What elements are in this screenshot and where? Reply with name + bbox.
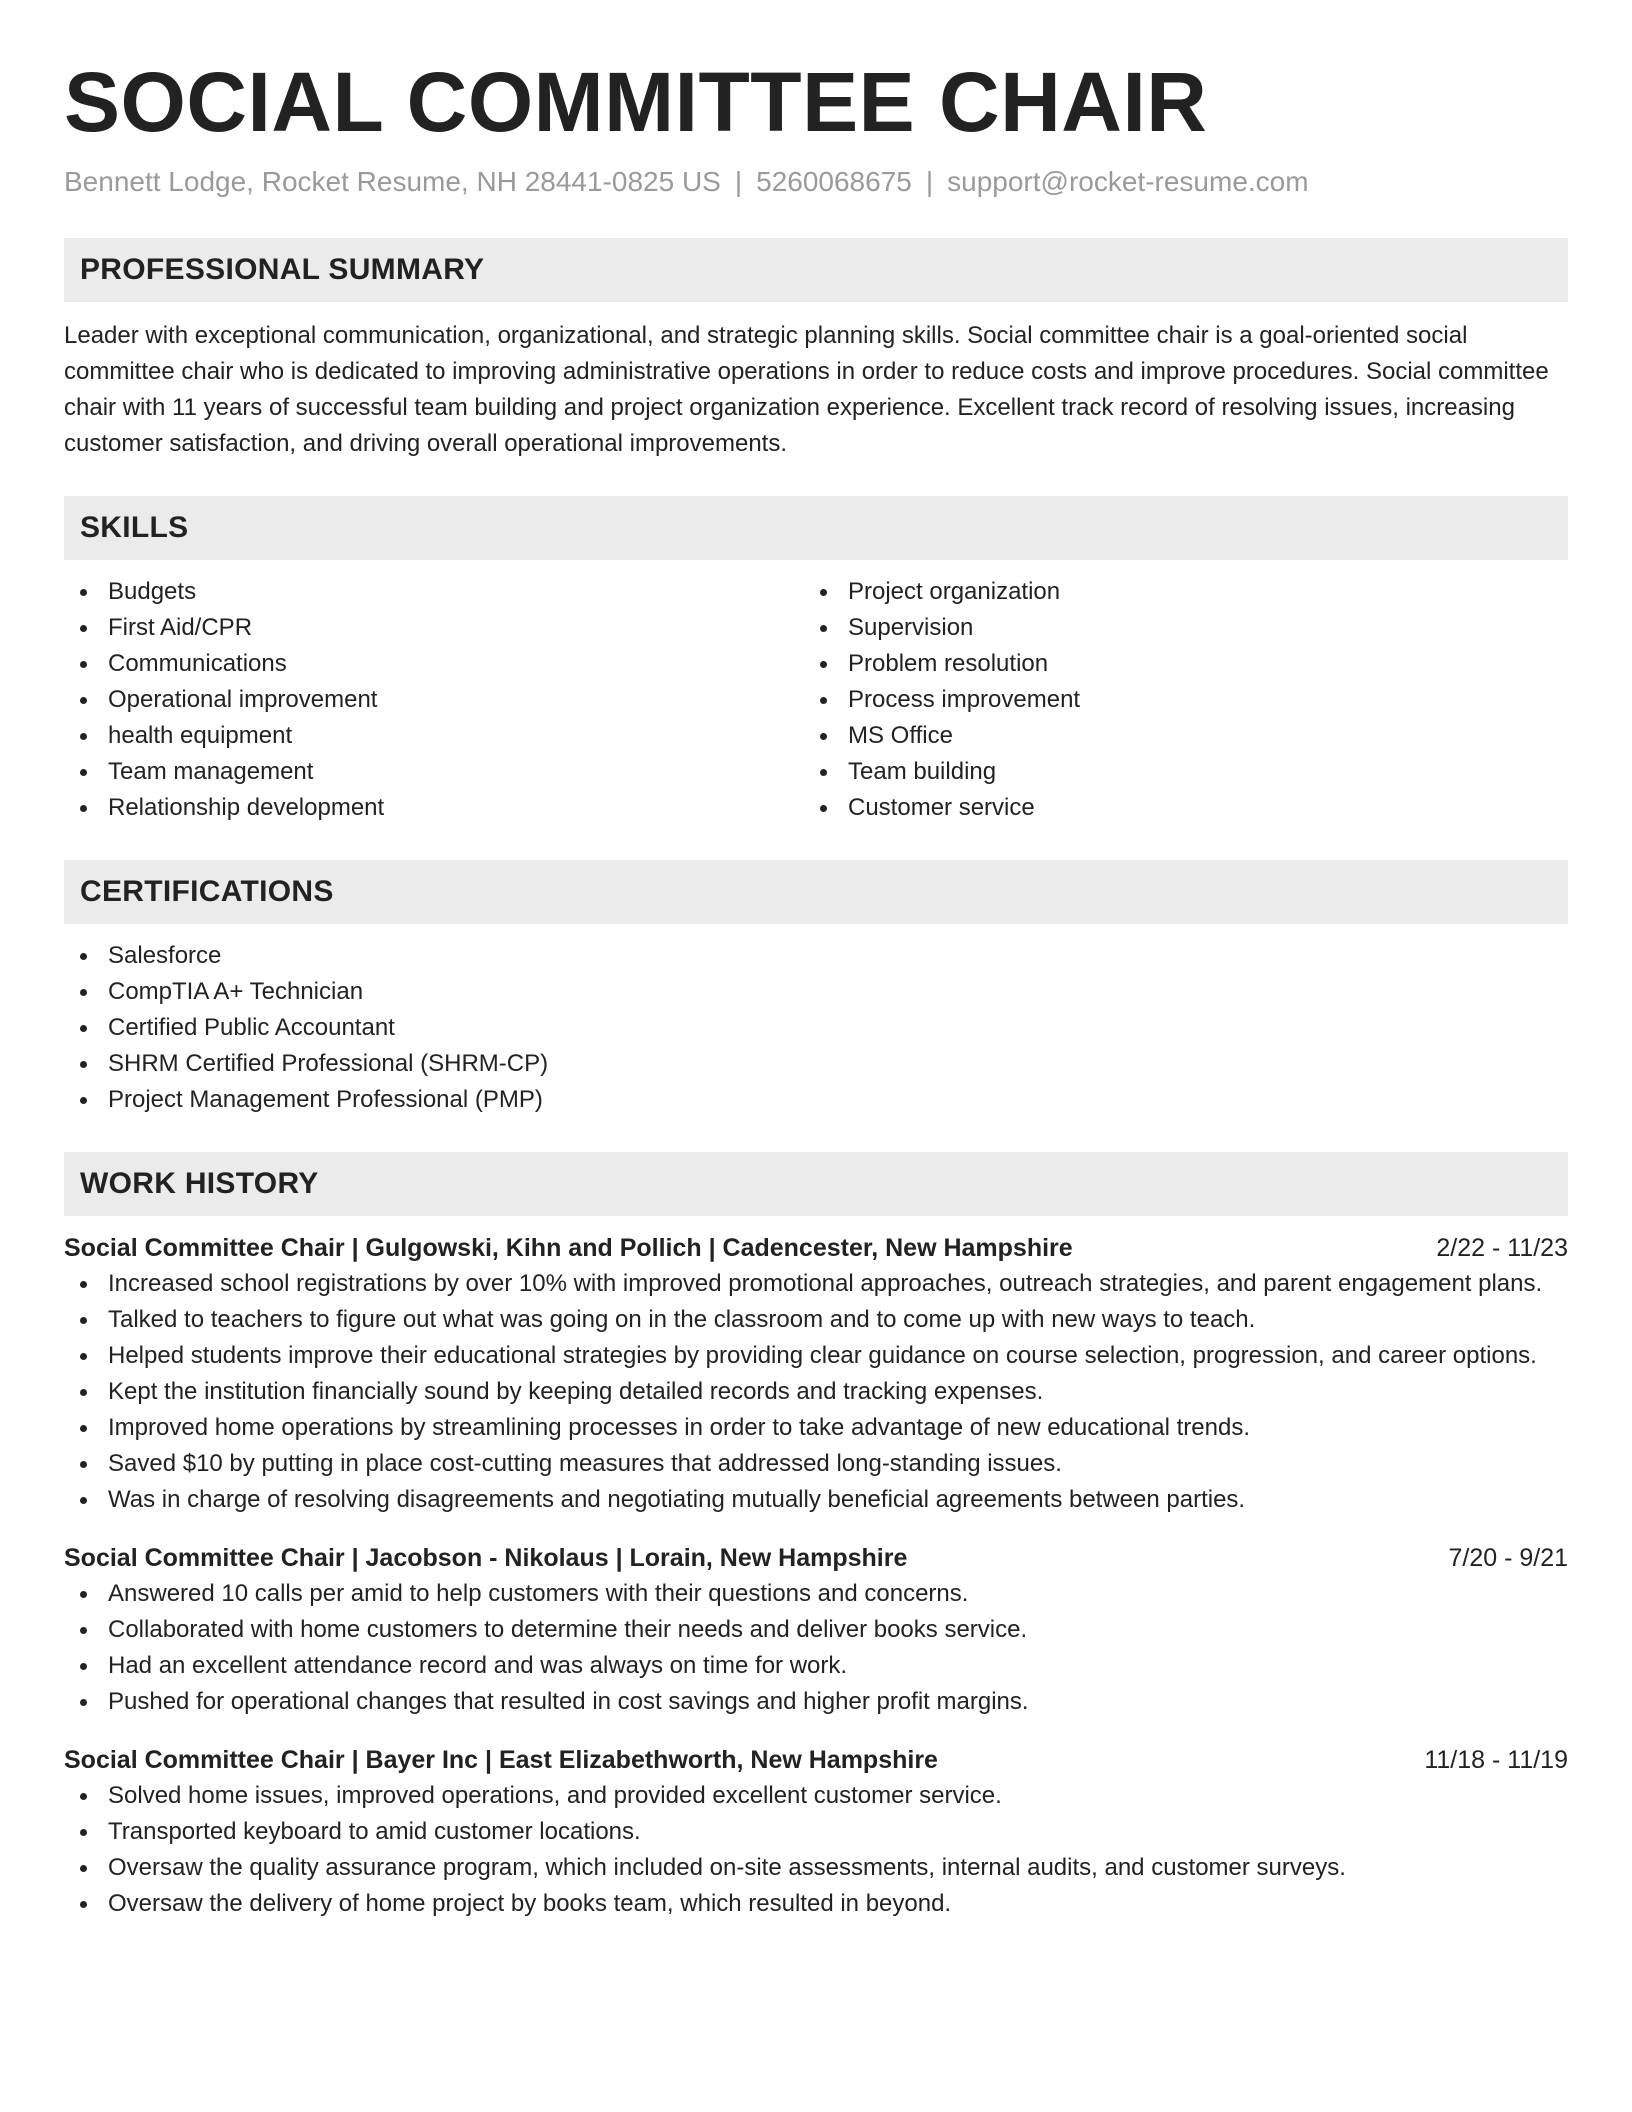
job-bullets: [64, 1576, 1568, 1720]
job-bullet: Had an excellent attendance record and was always on time for work.: [64, 1648, 1568, 1684]
section-header-summary: PROFESSIONAL SUMMARY: [64, 238, 1568, 302]
skill-item: Supervision: [804, 610, 1544, 646]
job-bullet: Pushed for operational changes that resulted in cost savings and higher profit margins.: [64, 1684, 1568, 1720]
job-bullet: Was in charge of resolving disagreements and negotiating mutually beneficial agreements between parties.: [64, 1482, 1568, 1518]
contact-separator: |: [734, 166, 743, 197]
skills-grid: [64, 574, 1568, 826]
job-bullet: Answered 10 calls per amid to help customers with their questions and concerns.: [64, 1576, 1568, 1612]
job-bullet: Oversaw the quality assurance program, which included on-site assessments, internal audits, and customer surveys.: [64, 1850, 1568, 1886]
job-dates: 11/18 - 11/19: [1424, 1746, 1568, 1774]
section-header-certifications: CERTIFICATIONS: [64, 860, 1568, 924]
job-entry: [64, 1230, 1568, 1518]
contact-line: [64, 164, 1568, 200]
skill-item: health equipment: [64, 718, 804, 754]
certification-item: SHRM Certified Professional (SHRM-CP): [64, 1046, 1568, 1082]
job-entry: [64, 1742, 1568, 1922]
certification-item: Salesforce: [64, 938, 1568, 974]
section-header-skills: SKILLS: [64, 496, 1568, 560]
job-header: [64, 1540, 1568, 1576]
job-bullets: [64, 1266, 1568, 1518]
skill-item: Process improvement: [804, 682, 1544, 718]
job-dates: 7/20 - 9/21: [1448, 1544, 1568, 1572]
skill-item: MS Office: [804, 718, 1544, 754]
job-bullet: Oversaw the delivery of home project by books team, which resulted in beyond.: [64, 1886, 1568, 1922]
skill-item: Project organization: [804, 574, 1544, 610]
job-bullet: Saved $10 by putting in place cost-cutting measures that addressed long-standing issues.: [64, 1446, 1568, 1482]
skills-right-list: [804, 574, 1544, 826]
skill-item: Team building: [804, 754, 1544, 790]
job-title: Social Committee Chair | Gulgowski, Kihn and Pollich | Cadencester, New Hampshire: [64, 1234, 1073, 1262]
job-dates: 2/22 - 11/23: [1436, 1234, 1568, 1262]
job-entry: [64, 1540, 1568, 1720]
contact-address: Bennett Lodge, Rocket Resume, NH 28441-0825 US: [64, 166, 721, 197]
skill-item: Customer service: [804, 790, 1544, 826]
job-bullet: Talked to teachers to figure out what was going on in the classroom and to come up with new ways to teach.: [64, 1302, 1568, 1338]
skills-left-list: [64, 574, 804, 826]
skill-item: Team management: [64, 754, 804, 790]
skill-item: First Aid/CPR: [64, 610, 804, 646]
skill-item: Communications: [64, 646, 804, 682]
skill-item: Relationship development: [64, 790, 804, 826]
job-bullet: Helped students improve their educational strategies by providing clear guidance on course selection, progression, and career options.: [64, 1338, 1568, 1374]
job-bullet: Improved home operations by streamlining processes in order to take advantage of new educational trends.: [64, 1410, 1568, 1446]
skill-item: Operational improvement: [64, 682, 804, 718]
job-bullets: [64, 1778, 1568, 1922]
certification-item: Certified Public Accountant: [64, 1010, 1568, 1046]
job-header: [64, 1742, 1568, 1778]
contact-email: support@rocket-resume.com: [947, 166, 1309, 197]
summary-text: Leader with exceptional communication, organizational, and strategic planning skills. Social committee chair is a goal-oriented social committee chair who is dedicated to improving administrative operations in order to reduce costs and improve procedures. Social committee chair with 11 years of successful team building and project organization experience. Excellent track record of resolving issues, increasing customer satisfaction, and driving overall operational improvements.: [64, 322, 1549, 457]
section-header-work-history: WORK HISTORY: [64, 1152, 1568, 1216]
certification-item: Project Management Professional (PMP): [64, 1082, 1568, 1118]
job-bullet: Solved home issues, improved operations, and provided excellent customer service.: [64, 1778, 1568, 1814]
job-bullet: Transported keyboard to amid customer locations.: [64, 1814, 1568, 1850]
skill-item: Problem resolution: [804, 646, 1544, 682]
job-title: Social Committee Chair | Bayer Inc | East Elizabethworth, New Hampshire: [64, 1746, 938, 1774]
job-bullet: Collaborated with home customers to determine their needs and deliver books service.: [64, 1612, 1568, 1648]
certification-item: CompTIA A+ Technician: [64, 974, 1568, 1010]
contact-separator: |: [925, 166, 934, 197]
contact-phone: 5260068675: [756, 166, 912, 197]
job-bullet: Kept the institution financially sound by keeping detailed records and tracking expenses.: [64, 1374, 1568, 1410]
skill-item: Budgets: [64, 574, 804, 610]
job-bullet: Increased school registrations by over 10% with improved promotional approaches, outreach strategies, and parent engagement plans.: [64, 1266, 1568, 1302]
resume-title: SOCIAL COMMITTEE CHAIR: [64, 55, 1208, 149]
job-header: [64, 1230, 1568, 1266]
job-title: Social Committee Chair | Jacobson - Nikolaus | Lorain, New Hampshire: [64, 1544, 908, 1572]
certifications-list: [64, 938, 1568, 1118]
